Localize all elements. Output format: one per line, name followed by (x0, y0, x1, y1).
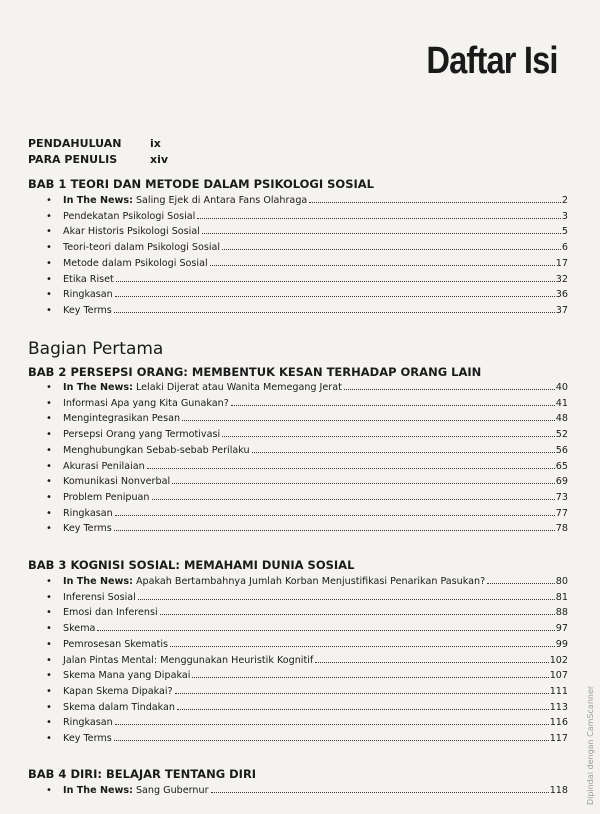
dot-leader (97, 630, 554, 631)
dot-leader (170, 646, 555, 647)
toc-entry-title: Skema (63, 623, 96, 635)
toc-entry[interactable] (46, 668, 568, 683)
toc-entry[interactable] (46, 490, 568, 505)
toc-entry-title: Skema dalam Tindakan (63, 701, 176, 713)
dot-leader (138, 599, 555, 600)
toc-entry-title: Metode dalam Psikologi Sosial (63, 257, 208, 269)
dot-leader (172, 483, 555, 484)
toc-entry-page: 52 (555, 429, 568, 441)
toc-entry[interactable] (46, 411, 568, 426)
toc-entry-title: Problem Penipuan (63, 491, 150, 503)
toc-entry-label (63, 605, 158, 620)
toc-entry-title: Ringkasan (63, 289, 113, 301)
toc-entry-label (63, 521, 112, 536)
toc-entry-label (63, 411, 180, 426)
toc-entry-label (63, 193, 307, 208)
toc-entry-page: 69 (555, 476, 568, 488)
toc-entry[interactable] (46, 256, 568, 271)
toc-entry[interactable] (46, 605, 568, 620)
in-the-news-prefix: In The News: (63, 195, 133, 206)
toc-entry-label (63, 621, 95, 636)
toc-entry[interactable] (46, 209, 568, 224)
toc-entry-page: 113 (549, 701, 568, 713)
toc-entry-title: Menghubungkan Sebab-sebab Perilaku (63, 444, 250, 456)
toc-entry-label (63, 474, 170, 489)
bullet-icon: • (46, 701, 52, 713)
toc-entry-page: 88 (555, 607, 568, 619)
toc-entry[interactable] (46, 506, 568, 521)
dot-leader (115, 515, 555, 516)
toc-entry-label (63, 700, 175, 715)
bullet-icon: • (46, 717, 52, 729)
chapter-heading: BAB 2 PERSEPSI ORANG: MEMBENTUK KESAN TERHADAP ORANG LAIN (28, 365, 482, 379)
bullet-icon: • (46, 429, 52, 441)
dot-leader (115, 724, 549, 725)
toc-entry-label (63, 684, 173, 699)
toc-entry[interactable] (46, 700, 568, 715)
toc-entry-page: 99 (555, 638, 568, 650)
toc-entry[interactable] (46, 380, 568, 395)
dot-leader (114, 530, 555, 531)
toc-entry-title: Akar Historis Psikologi Sosial (63, 226, 200, 238)
dot-leader (147, 468, 555, 469)
toc-entry-page: 80 (555, 576, 568, 587)
toc-entry-page: 102 (549, 654, 568, 666)
bullet-icon: • (46, 413, 52, 425)
bullet-icon: • (46, 226, 52, 238)
bullet-icon: • (46, 476, 52, 488)
dot-leader (115, 296, 555, 297)
page-title: Daftar Isi (426, 40, 558, 82)
toc-entry[interactable] (46, 621, 568, 636)
toc-entry-page: 56 (555, 444, 568, 456)
toc-entry-page: 6 (561, 242, 568, 254)
toc-entry-title: Sang Gubernur (132, 785, 209, 796)
toc-entry-page: 5 (561, 226, 568, 238)
bullet-icon: • (46, 304, 52, 316)
in-the-news-prefix: In The News: (63, 576, 133, 587)
toc-entry[interactable] (46, 396, 568, 411)
front-matter-page: xiv (150, 153, 169, 166)
bullet-icon: • (46, 242, 52, 254)
toc-entry[interactable] (46, 574, 568, 589)
toc-entry-page: 40 (555, 382, 568, 393)
toc-entry-label (63, 590, 136, 605)
toc-entry[interactable] (46, 427, 568, 442)
toc-entry-title: Apakah Bertambahnya Jumlah Korban Menjustifikasi Penarikan Pasukan? (132, 576, 486, 587)
front-matter-label: PARA PENULIS (28, 153, 118, 166)
dot-leader (116, 281, 555, 282)
section-heading: Bagian Pertama (28, 339, 164, 359)
in-the-news-prefix: In The News: (63, 785, 133, 796)
toc-entry-title: Key Terms (63, 304, 112, 316)
dot-leader (114, 740, 549, 741)
toc-entry-title: Akurasi Penilaian (63, 460, 145, 472)
toc-entry-title: Key Terms (63, 523, 112, 535)
toc-entry-title: Jalan Pintas Mental: Menggunakan Heuristik Kognitif (63, 654, 314, 666)
toc-entry-label (63, 209, 195, 224)
toc-entry-title: Inferensi Sosial (63, 591, 136, 603)
toc-entry-label (63, 490, 150, 505)
front-matter-page: ix (150, 137, 161, 150)
toc-entry-label (63, 427, 220, 442)
toc-entry[interactable] (46, 193, 568, 208)
toc-entry-page: 37 (555, 304, 568, 316)
toc-entry[interactable] (46, 272, 568, 287)
toc-entry[interactable] (46, 240, 568, 255)
toc-entry-page: 17 (555, 257, 568, 269)
toc-entry-title: Skema Mana yang Dipakai (63, 670, 191, 682)
dot-leader (192, 677, 548, 678)
dot-leader (160, 614, 555, 615)
bullet-icon: • (46, 382, 52, 393)
toc-entry-page: 2 (561, 195, 568, 206)
toc-entry-label (63, 637, 168, 652)
dot-leader (252, 452, 555, 453)
toc-entry-label (63, 224, 200, 239)
toc-entry-title: Etika Riset (63, 273, 114, 285)
toc-entry-title: Emosi dan Inferensi (63, 607, 158, 619)
toc-entry-page: 117 (549, 733, 568, 744)
dot-leader (210, 265, 555, 266)
toc-entry-title: Lelaki Dijerat atau Wanita Memegang Jerat (132, 382, 342, 393)
toc-entry[interactable] (46, 653, 568, 668)
chapter-heading: BAB 1 TEORI DAN METODE DALAM PSIKOLOGI SOSIAL (28, 177, 374, 191)
dot-leader (202, 233, 561, 234)
bullet-icon: • (46, 507, 52, 519)
toc-entry-label (63, 506, 113, 521)
toc-entry-label (63, 443, 250, 458)
toc-entry-page: 111 (549, 685, 568, 697)
toc-entry-label (63, 287, 113, 302)
toc-entry-page: 78 (555, 523, 568, 535)
dot-leader (211, 792, 549, 793)
toc-entry-title: Pendekatan Psikologi Sosial (63, 210, 196, 222)
dot-leader (114, 312, 555, 313)
bullet-icon: • (46, 623, 52, 635)
toc-entry[interactable] (46, 731, 568, 746)
bullet-icon: • (46, 460, 52, 472)
bullet-icon: • (46, 733, 52, 744)
bullet-icon: • (46, 638, 52, 650)
toc-entry-label (63, 653, 313, 668)
bullet-icon: • (46, 670, 52, 682)
toc-entry-label (63, 272, 114, 287)
dot-leader (344, 389, 555, 390)
toc-entry[interactable] (46, 287, 568, 302)
toc-entry-page: 36 (555, 289, 568, 301)
toc-entry[interactable] (46, 684, 568, 699)
dot-leader (222, 436, 555, 437)
toc-entry-page: 32 (555, 273, 568, 285)
front-matter-label: PENDAHULUAN (28, 137, 122, 150)
chapter-heading: BAB 4 DIRI: BELAJAR TENTANG DIRI (28, 767, 257, 781)
bullet-icon: • (46, 785, 52, 796)
toc-entry[interactable] (46, 783, 568, 798)
bullet-icon: • (46, 195, 52, 206)
toc-entry-title: Komunikasi Nonverbal (63, 476, 171, 488)
toc-entry-label (63, 396, 229, 411)
dot-leader (152, 499, 555, 500)
toc-entry-page: 116 (549, 717, 568, 729)
front-matter-para-penulis (28, 152, 228, 168)
toc-entry[interactable] (46, 590, 568, 605)
bullet-icon: • (46, 444, 52, 456)
toc-entry-label (63, 668, 190, 683)
toc-entry-label (63, 459, 145, 474)
dot-leader (177, 709, 549, 710)
toc-entry-title: Teori-teori dalam Psikologi Sosial (63, 242, 221, 254)
toc-entry[interactable] (46, 474, 568, 489)
bullet-icon: • (46, 397, 52, 409)
toc-entry-page: 77 (555, 507, 568, 519)
chapter-heading: BAB 3 KOGNISI SOSIAL: MEMAHAMI DUNIA SOSIAL (28, 558, 355, 572)
toc-entry-label (63, 303, 112, 318)
toc-entry-page: 107 (549, 670, 568, 682)
toc-entry-title: Mengintegrasikan Pesan (63, 413, 181, 425)
dot-leader (222, 249, 561, 250)
toc-entry-page: 97 (555, 623, 568, 635)
bullet-icon: • (46, 289, 52, 301)
toc-entry-page: 118 (549, 785, 568, 796)
toc-entry-title: Ringkasan (63, 507, 113, 519)
toc-entry-label (63, 783, 209, 798)
toc-entry-label (63, 256, 208, 271)
dot-leader (197, 218, 561, 219)
dot-leader (182, 420, 555, 421)
bullet-icon: • (46, 591, 52, 603)
toc-entry[interactable] (46, 459, 568, 474)
toc-entry-label (63, 574, 485, 589)
in-the-news-prefix: In The News: (63, 382, 133, 393)
toc-entry-page: 65 (555, 460, 568, 472)
bullet-icon: • (46, 607, 52, 619)
toc-entry-title: Pemrosesan Skematis (63, 638, 169, 650)
front-matter-pendahuluan (28, 136, 228, 152)
toc-entry-title: Saling Ejek di Antara Fans Olahraga (132, 195, 308, 206)
bullet-icon: • (46, 576, 52, 587)
bullet-icon: • (46, 685, 52, 697)
toc-entry-label (63, 240, 220, 255)
dot-leader (175, 693, 549, 694)
toc-entry[interactable] (46, 521, 568, 536)
toc-entry-title: Ringkasan (63, 717, 113, 729)
toc-entry[interactable] (46, 443, 568, 458)
dot-leader (487, 583, 555, 584)
toc-entry-label (63, 731, 112, 746)
toc-entry-title: Persepsi Orang yang Termotivasi (63, 429, 221, 441)
toc-entry[interactable] (46, 224, 568, 239)
dot-leader (315, 662, 548, 663)
toc-entry-title: Informasi Apa yang Kita Gunakan? (63, 397, 229, 409)
toc-entry[interactable] (46, 303, 568, 318)
toc-entry[interactable] (46, 715, 568, 730)
bullet-icon: • (46, 491, 52, 503)
bullet-icon: • (46, 210, 52, 222)
toc-entry[interactable] (46, 637, 568, 652)
toc-entry-page: 73 (555, 491, 568, 503)
bullet-icon: • (46, 273, 52, 285)
bullet-icon: • (46, 257, 52, 269)
toc-entry-title: Kapan Skema Dipakai? (63, 685, 173, 697)
toc-entry-title: Key Terms (63, 733, 112, 744)
dot-leader (231, 405, 555, 406)
scanner-watermark: Dipindai dengan CamScanner (586, 685, 595, 805)
toc-entry-page: 48 (555, 413, 568, 425)
toc-entry-page: 3 (561, 210, 568, 222)
toc-entry-page: 41 (555, 397, 568, 409)
dot-leader (309, 202, 561, 203)
bullet-icon: • (46, 654, 52, 666)
bullet-icon: • (46, 523, 52, 535)
toc-entry-page: 81 (555, 591, 568, 603)
toc-entry-label (63, 715, 113, 730)
toc-entry-label (63, 380, 342, 395)
